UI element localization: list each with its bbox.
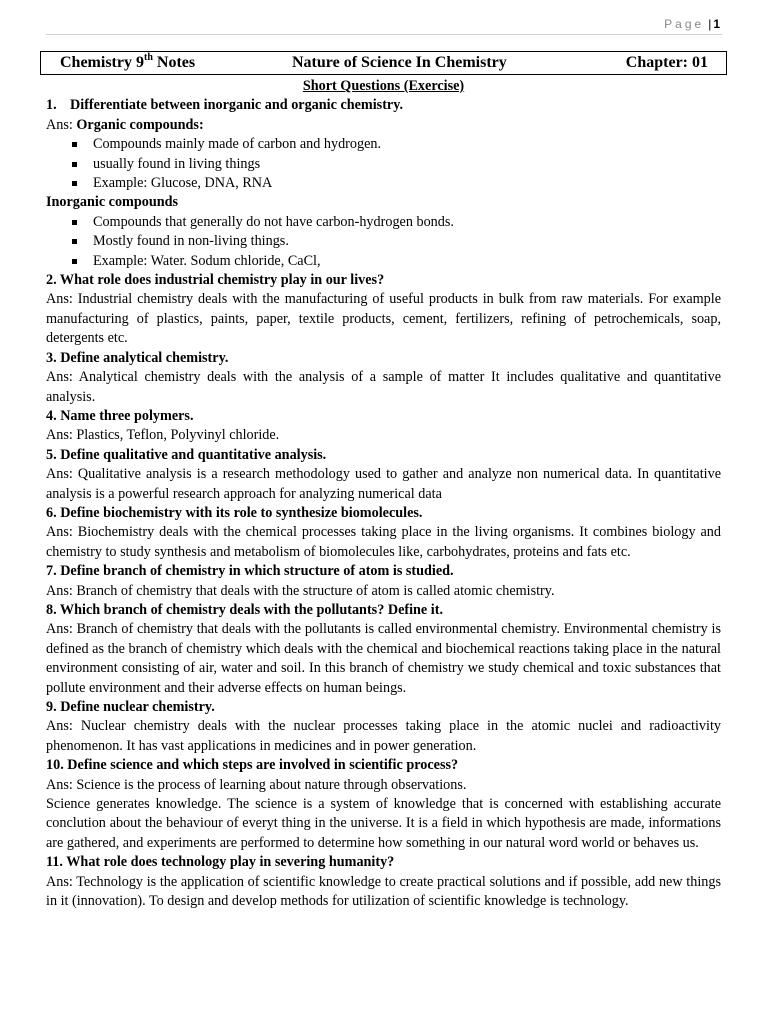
question: 9. Define nuclear chemistry. — [46, 699, 215, 715]
answer: Ans: Industrial chemistry deals with the manufacturing of useful products in bulk from raw materials. For example manufacturing of plastics, paints, paper, textile products, cement, fertilizers, refining of petrochemicals, soap, detergents etc. — [46, 291, 721, 347]
answer: Ans: Branch of chemistry that deals with the structure of atom is called atomic chemistry. — [46, 582, 555, 599]
question: 4. Name three polymers. — [46, 407, 194, 424]
list-item: Compounds mainly made of carbon and hydrogen. — [46, 135, 721, 154]
section-title: Short Questions (Exercise) — [302, 78, 465, 94]
answer: Ans: Analytical chemistry deals with the analysis of a sample of matter It includes qualitative and quantitative analysis. — [46, 369, 721, 405]
answer: Ans: Biochemistry deals with the chemical processes taking place in the living organisms. It combines biology and chemistry to study synthesis and metabolism of biomolecules like, carbohydrates, proteins and fats etc. — [46, 524, 721, 560]
list-item: Example: Glucose, DNA, RNA — [46, 174, 721, 193]
inorganic-heading: Inorganic compounds — [46, 194, 179, 211]
question: 2. What role does industrial chemistry play in our lives? — [46, 272, 385, 289]
question-1: 1. Differentiate between inorganic and organic chemistry. — [46, 97, 404, 114]
answer: Ans: Nuclear chemistry deals with the nuclear processes taking place in the atomic nuclei and radioactivity phenomenon. It has vast applications in medicines and in power generation. — [46, 718, 721, 754]
question: 6. Define biochemistry with its role to synthesize biomolecules. — [46, 504, 423, 521]
header-rule — [46, 34, 722, 35]
inorganic-list — [46, 213, 721, 271]
page-separator: | — [708, 17, 712, 31]
list-item: usually found in living things — [46, 155, 721, 174]
answer: Ans: Branch of chemistry that deals with the pollutants is called environmental chemistry. Environmental chemistry is defined as the branch of chemistry which deals with the chemical and biochemical reactions taking place in the natural environment consisting of air, water and soil. In this branch of chemistry we study chemical and toxic substances that pollute environment and their adverse effects on human beings. — [46, 621, 721, 696]
list-item: Compounds that generally do not have carbon-hydrogen bonds. — [46, 213, 721, 232]
answer: Science generates knowledge. The science is a system of knowledge that is concerned with establishing accurate conclution about the behaviour of everyt thing in the universe. It is a field in which hypothesis are made, informations are gathered, and experiments are performed to determine how something in our natural word world or behaves us. — [46, 796, 721, 851]
answer: Ans: Plastics, Teflon, Polyvinyl chloride. — [46, 427, 280, 444]
answer-1-heading: Ans: Organic compounds: — [46, 116, 204, 133]
title-box — [40, 51, 727, 75]
page-number-header — [664, 14, 720, 34]
qa-list — [46, 271, 721, 911]
question: 11. What role does technology play in severing humanity? — [46, 854, 395, 871]
question: 3. Define analytical chemistry. — [46, 349, 229, 366]
question: 10. Define science and which steps are involved in scientific process? — [46, 757, 459, 774]
question: 5. Define qualitative and quantitative analysis. — [46, 446, 327, 463]
page-label: Page — [664, 17, 705, 31]
answer: Ans: Qualitative analysis is a research methodology used to gather and analyze non numerical data. In quantitative analysis is a powerful research approach for analyzing numerical data — [46, 466, 721, 502]
question: 7. Define branch of chemistry in which structure of atom is studied. — [46, 563, 454, 580]
organic-list — [46, 135, 721, 193]
question: 8. Which branch of chemistry deals with the pollutants? Define it. — [46, 601, 443, 618]
document-body — [46, 77, 721, 911]
subject-title: Chemistry 9th Notes — [60, 51, 196, 71]
chapter-number: Chapter: 01 — [625, 54, 708, 71]
answer: Ans: Technology is the application of scientific knowledge to create practical solutions and if possible, add new things in it (innovation). To design and develop methods for utilization of scientific knowledge is technology. — [46, 873, 721, 910]
page-number: 1 — [713, 17, 720, 31]
topic-title: Nature of Science In Chemistry — [292, 54, 507, 71]
list-item: Mostly found in non-living things. — [46, 232, 721, 251]
answer: Ans: Science is the process of learning about nature through observations. — [46, 776, 467, 793]
list-item: Example: Water. Sodum chloride, CaCl, — [46, 252, 721, 271]
